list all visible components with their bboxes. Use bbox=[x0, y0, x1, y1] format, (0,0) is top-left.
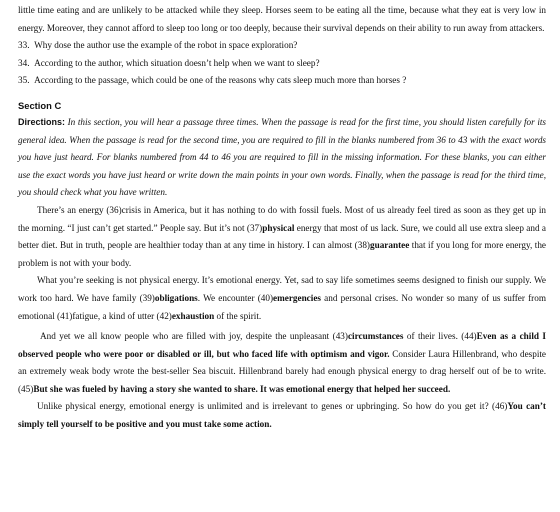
answer-45: But she was fueled by having a story she wanted to share. It was emotional energy that helped her succeed. bbox=[33, 383, 451, 394]
intro-paragraph-end: little time eating and are unlikely to be attacked while they sleep. Horses seem to be eating all the time, because what they eat is very low in energy. Moreover, they cannot afford to sleep too long or too deeply, because their survival depends on their ability to run away from attackers. bbox=[18, 5, 546, 33]
passage-text: . We encounter (40) bbox=[197, 292, 274, 303]
answer-43: circumstances bbox=[347, 331, 404, 342]
answer-44: Even as a child I observed people who were poor or disabled or ill, but who faced life with optimism and vigor. bbox=[18, 331, 546, 359]
answer-42: exhaustion bbox=[171, 310, 215, 321]
passage-text: There’s an energy (36)crisis in America, but it has nothing to do with fossil fuels. Most of us already feel tired as soon as they get up in the morning. “I just can’t get started.” People say. But it’s not (37) bbox=[18, 204, 546, 233]
answer-40: emergencies bbox=[273, 292, 321, 303]
answer-37: physical bbox=[262, 222, 295, 233]
document-page bbox=[18, 2, 546, 434]
passage-text: And yet we all know people who are filled with joy, despite the unpleasant (43) bbox=[40, 331, 348, 342]
passage-text: that if you long for more energy, the problem is not with your body. bbox=[18, 240, 546, 268]
passage-text: What you’re seeking is not physical energy. It’s emotional energy. Yet, sad to say life sometimes seems designed to finish our supply. We work too hard. We have family (39) bbox=[18, 275, 546, 303]
passage-text: energy that most of us lack. Sure, we could all use extra sleep and a better diet. But in truth, people are healthier today than at any time in history. I can almost (38) bbox=[18, 222, 547, 251]
passage-paragraph-1 bbox=[18, 202, 546, 272]
answer-39: obligations bbox=[154, 292, 198, 303]
passage-text: of the spirit. bbox=[214, 310, 262, 321]
question-35 bbox=[18, 72, 546, 90]
passage-text: and personal crises. No wonder so many of us suffer from emotional (41)fatigue, a kind of utter (42) bbox=[18, 292, 546, 321]
answer-46: You can’t simply tell yourself to be positive and you must take some action. bbox=[18, 401, 546, 430]
section-heading: Section C bbox=[18, 99, 62, 111]
directions-label: Directions: bbox=[18, 116, 66, 127]
question-text: According to the passage, which could be one of the reasons why cats sleep much more than horses ? bbox=[34, 75, 407, 86]
question-number: 33. bbox=[18, 40, 30, 51]
question-text: Why dose the author use the example of the robot in space exploration? bbox=[34, 40, 298, 51]
passage-text: of their lives. (44) bbox=[403, 331, 477, 342]
spacer bbox=[18, 90, 546, 97]
directions-text: In this section, you will hear a passage three times. When the passage is read for the first time, you should listen carefully for its general idea. When the passage is read for the second time, you are required to fill in the blanks numbered from 36 to 43 with the exact words you have just heard. For blanks numbered from 44 to 46 you are required to fill in the missing information. For these blanks, you can either use the exact words you have just heard or write down the main points in your own words. Finally, when the passage is read for the third time, you should check what you have written. bbox=[18, 116, 546, 198]
passage-text: Consider Laura Hillenbrand, who despite an extremely weak body wrote the best-seller Sea biscuit. Hillenbrand barely had enough physical energy to drag herself out of be to write. (45) bbox=[18, 348, 547, 394]
passage-paragraph-2 bbox=[18, 272, 546, 325]
question-34 bbox=[18, 55, 546, 73]
question-text: According to the author, which situation doesn’t help when we want to sleep? bbox=[34, 57, 320, 68]
question-33 bbox=[18, 37, 546, 55]
question-number: 34. bbox=[18, 57, 30, 68]
question-number: 35. bbox=[18, 75, 30, 86]
directions bbox=[18, 114, 546, 202]
answer-38: guarantee bbox=[370, 240, 410, 251]
passage-paragraph-4 bbox=[18, 398, 546, 433]
passage-text: Unlike physical energy, emotional energy is unlimited and is irrelevant to genes or upbringing. So how do you get it? (46) bbox=[37, 401, 508, 412]
passage-paragraph-3 bbox=[18, 328, 546, 398]
